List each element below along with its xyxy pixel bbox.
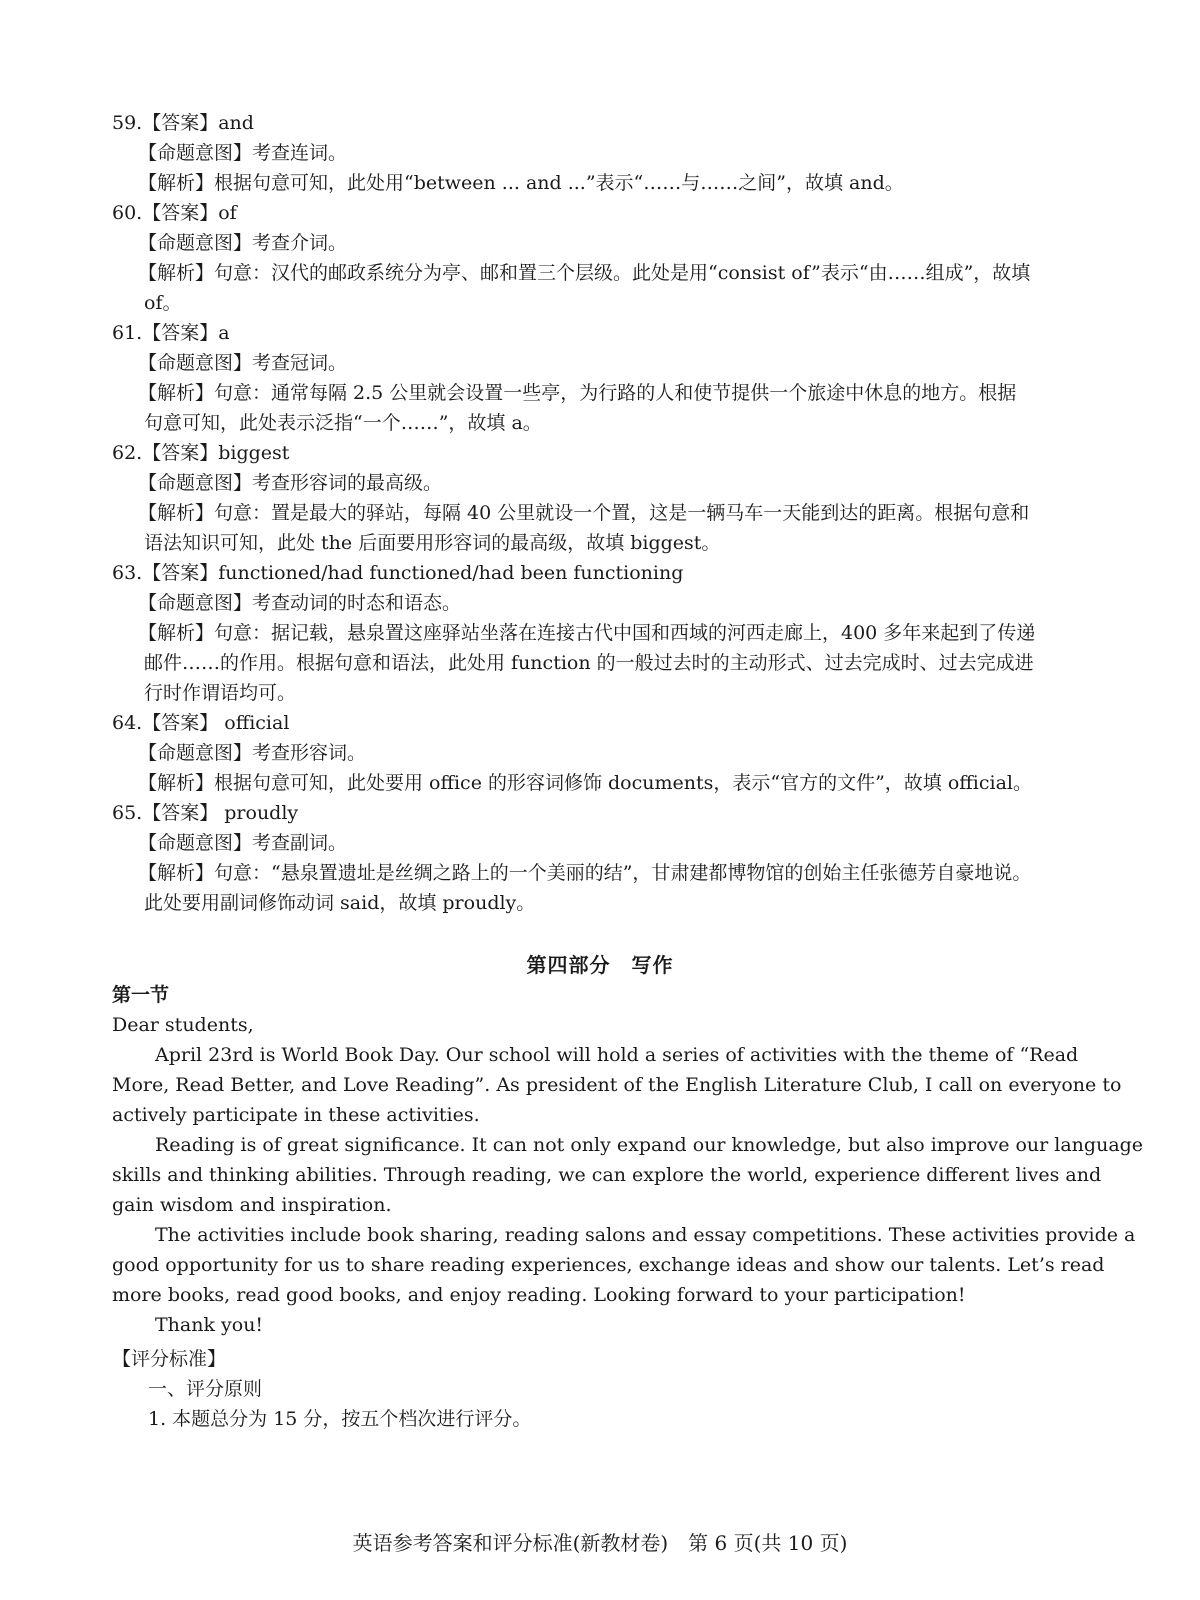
answer-61: 61.【答案】a [112,322,230,344]
intent-62: 【命题意图】考查形容词的最高级。 [138,472,443,494]
subsection-title: 第一节 [112,984,170,1006]
analysis-59-line1: 【解析】根据句意可知，此处用“between ... and ...”表示“……与……之间”，故填 and。 [138,172,904,194]
letter-line: good opportunity for us to share reading experiences, exchange ideas and show our talents. Let’s read [112,1254,1105,1276]
letter-line: The activities include book sharing, reading salons and essay competitions. These activities provide a [155,1224,1136,1246]
analysis-63-line3: 行时作谓语均可。 [144,682,297,704]
intent-63: 【命题意图】考查动词的时态和语态。 [138,592,462,614]
page-footer: 英语参考答案和评分标准(新教材卷) 第 6 页(共 10 页) [352,1531,848,1555]
scoring-principle: 一、评分原则 [148,1378,263,1400]
answer-63: 63.【答案】functioned/had functioned/had been functioning [112,562,684,584]
scoring-title: 【评分标准】 [112,1348,227,1370]
analysis-64-line1: 【解析】根据句意可知，此处要用 office 的形容词修饰 documents，表示“官方的文件”，故填 official。 [138,772,1032,794]
analysis-60-line1: 【解析】句意：汉代的邮政系统分为亭、邮和置三个层级。此处是用“consist of”表示“由……组成”，故填 [138,262,1031,284]
answer-65: 65.【答案】 proudly [112,802,299,824]
analysis-65-line1: 【解析】句意：“悬泉置遗址是丝绸之路上的一个美丽的结”，甘肃建都博物馆的创始主任张德芳自豪地说。 [138,862,1032,884]
analysis-62-line2: 语法知识可知，此处 the 后面要用形容词的最高级，故填 biggest。 [144,532,721,554]
answer-60: 60.【答案】of [112,202,237,224]
letter-line: more books, read good books, and enjoy reading. Looking forward to your participation! [112,1284,966,1306]
letter-line: More, Read Better, and Love Reading”. As president of the English Literature Club, I call on everyone to [112,1074,1122,1096]
letter-line: actively participate in these activities. [112,1104,480,1126]
intent-65: 【命题意图】考查副词。 [138,832,348,854]
letter-line: Reading is of great significance. It can not only expand our knowledge, but also improve our language [155,1134,1144,1156]
letter-closing: Thank you! [155,1314,264,1336]
scoring-item-1: 1. 本题总分为 15 分，按五个档次进行评分。 [148,1408,532,1430]
letter-line: gain wisdom and inspiration. [112,1194,392,1216]
analysis-60-line2: of。 [144,292,182,314]
analysis-61-line1: 【解析】句意：通常每隔 2.5 公里就会设置一些亭，为行路的人和使节提供一个旅途中休息的地方。根据 [138,382,1017,404]
analysis-61-line2: 句意可知，此处表示泛指“一个……”，故填 a。 [144,412,542,434]
analysis-63-line1: 【解析】句意：据记载，悬泉置这座驿站坐落在连接古代中国和西域的河西走廊上，400 多年来起到了传递 [138,622,1036,644]
letter-line: skills and thinking abilities. Through reading, we can explore the world, experience different lives and [112,1164,1102,1186]
answer-64: 64.【答案】 official [112,712,290,734]
intent-60: 【命题意图】考查介词。 [138,232,348,254]
answer-62: 62.【答案】biggest [112,442,290,464]
intent-59: 【命题意图】考查连词。 [138,142,348,164]
analysis-62-line1: 【解析】句意：置是最大的驿站，每隔 40 公里就设一个置，这是一辆马车一天能到达的距离。根据句意和 [138,502,1030,524]
letter-line: April 23rd is World Book Day. Our school will hold a series of activities with the theme of “Read [155,1044,1079,1066]
section-title: 第四部分 写作 [526,953,674,977]
intent-64: 【命题意图】考查形容词。 [138,742,367,764]
letter-salutation: Dear students, [112,1014,254,1036]
answer-59: 59.【答案】and [112,112,254,134]
intent-61: 【命题意图】考查冠词。 [138,352,348,374]
analysis-63-line2: 邮件……的作用。根据句意和语法，此处用 function 的一般过去时的主动形式、过去完成时、过去完成进 [144,652,1034,674]
analysis-65-line2: 此处要用副词修饰动词 said，故填 proudly。 [144,892,536,914]
